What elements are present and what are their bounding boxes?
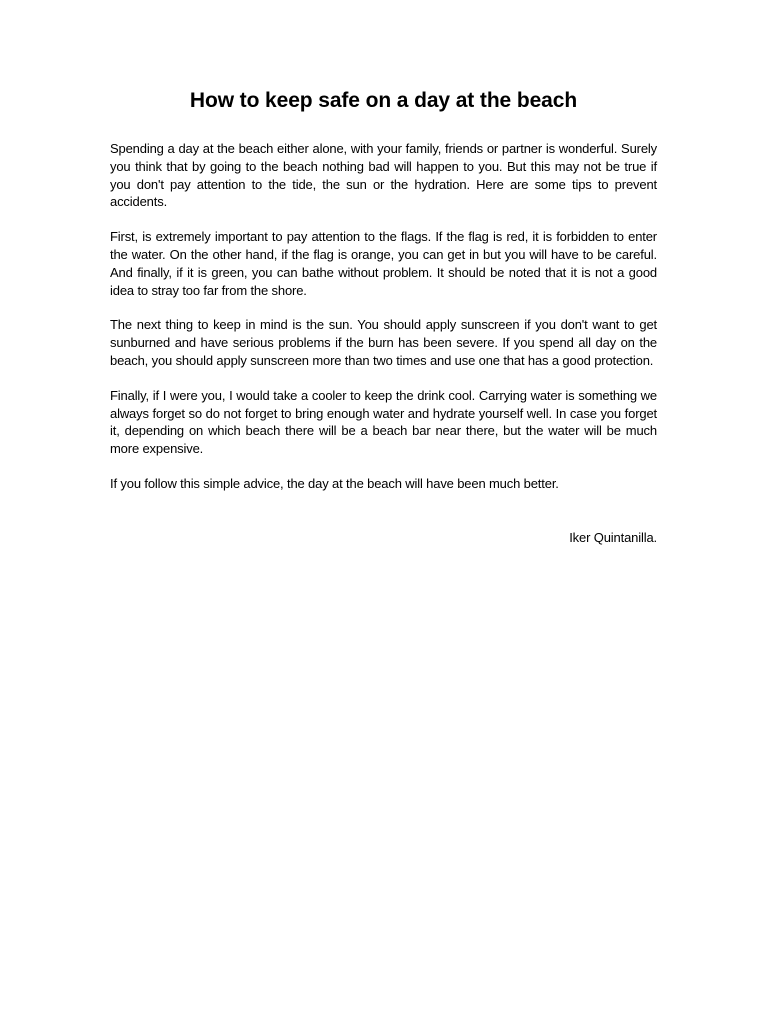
- paragraph-sun: The next thing to keep in mind is the sun. You should apply sunscreen if you don't want to get sunburned and have serious problems if the burn has been severe. If you spend all day on the beach, you should apply sunscreen more than two times and use one that has a good protection.: [110, 317, 657, 368]
- author-signature: Iker Quintanilla.: [569, 529, 657, 545]
- document-title: How to keep safe on a day at the beach: [189, 89, 578, 112]
- paragraph-conclusion: If you follow this simple advice, the day at the beach will have been much better.: [110, 475, 559, 491]
- paragraph-hydration: Finally, if I were you, I would take a cooler to keep the drink cool. Carrying water is something we always forget so do not forget to bring enough water and hydrate yourself well. In case you forget it, depending on which beach there will be a beach bar near there, but the water will be much more expensive.: [110, 387, 657, 457]
- paragraph-intro: Spending a day at the beach either alone, with your family, friends or partner is wonderful. Surely you think that by going to the beach nothing bad will happen to you. But this may not be true if you don't pay attention to the tide, the sun or the hydration. Here are some tips to prevent accidents.: [110, 141, 657, 210]
- paragraph-flags: First, is extremely important to pay attention to the flags. If the flag is red, it is forbidden to enter the water. On the other hand, if the flag is orange, you can get in but you will have to be careful. And finally, if it is green, you can bathe without problem. It should be noted that it is not a good idea to stray too far from the shore.: [110, 229, 657, 298]
- document-page: [110, 86, 657, 547]
